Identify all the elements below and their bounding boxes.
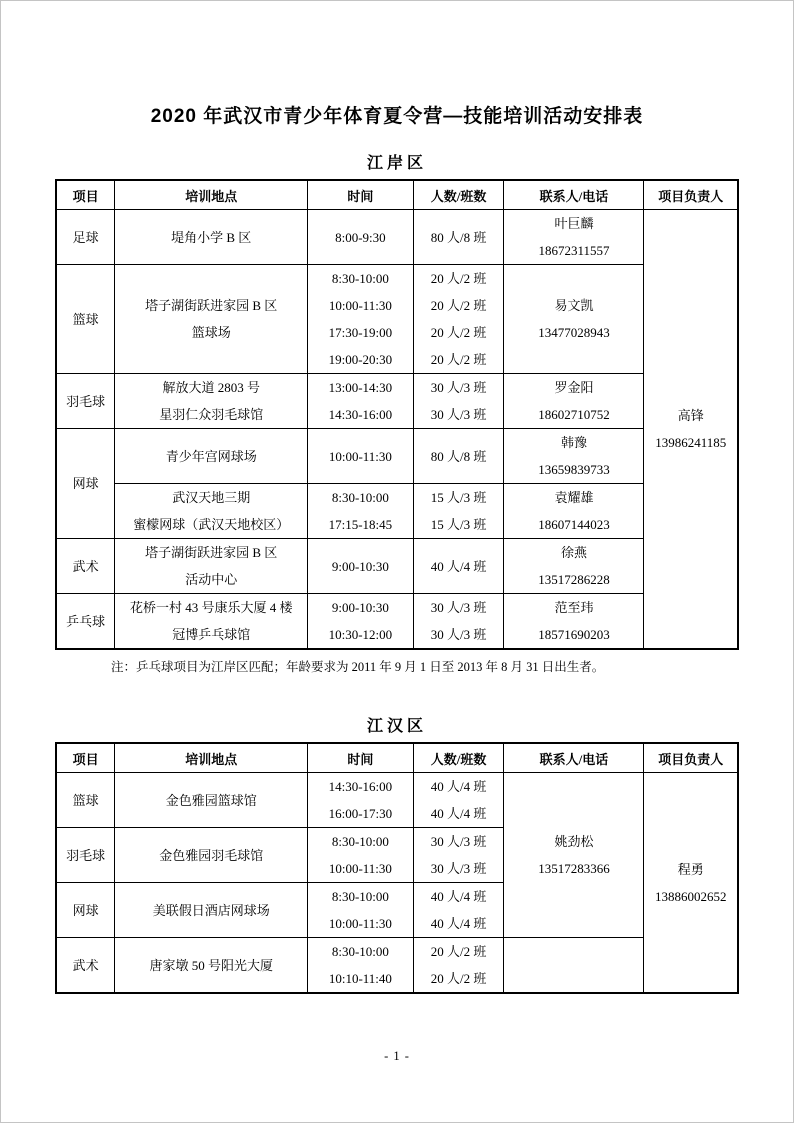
column-header: 培训地点 xyxy=(115,743,308,773)
table-row xyxy=(56,374,738,429)
sport-cell: 乒乓球 xyxy=(56,594,115,650)
page-title: 2020 年武汉市青少年体育夏令营—技能培训活动安排表 xyxy=(150,106,644,127)
capacity-cell: 15 人/3 班 15 人/3 班 xyxy=(413,484,504,539)
contact-cell: 姚劲松 13517283366 xyxy=(504,773,644,938)
section-heading-jianghan: 江汉区 xyxy=(366,718,427,735)
location-cell: 花桥一村 43 号康乐大厦 4 楼 冠博乒乓球馆 xyxy=(115,594,308,650)
section-jianghan xyxy=(1,713,793,994)
column-header: 联系人/电话 xyxy=(504,180,644,210)
contact-cell: 韩豫 13659839733 xyxy=(504,429,644,484)
table-row xyxy=(56,773,738,828)
contact-cell: 范至玮 18571690203 xyxy=(504,594,644,650)
time-cell: 8:30-10:00 10:00-11:30 xyxy=(308,883,414,938)
sport-cell: 羽毛球 xyxy=(56,828,115,883)
capacity-cell: 80 人/8 班 xyxy=(413,429,504,484)
section-jiangan xyxy=(1,150,793,675)
sport-cell: 网球 xyxy=(56,883,115,938)
column-header: 人数/班数 xyxy=(413,743,504,773)
location-cell: 解放大道 2803 号 星羽仁众羽毛球馆 xyxy=(115,374,308,429)
table-row xyxy=(56,594,738,650)
contact-cell: 袁耀雄 18607144023 xyxy=(504,484,644,539)
capacity-cell: 40 人/4 班 40 人/4 班 xyxy=(413,883,504,938)
table-row xyxy=(56,265,738,374)
header-row xyxy=(56,743,738,773)
leader-cell: 程勇 13886002652 xyxy=(644,773,738,994)
sport-cell: 羽毛球 xyxy=(56,374,115,429)
column-header: 项目负责人 xyxy=(644,180,738,210)
column-header: 时间 xyxy=(308,743,414,773)
table-row xyxy=(56,484,738,539)
sport-cell: 足球 xyxy=(56,210,115,265)
location-cell: 唐家墩 50 号阳光大厦 xyxy=(115,938,308,994)
location-cell: 美联假日酒店网球场 xyxy=(115,883,308,938)
contact-cell: 徐燕 13517286228 xyxy=(504,539,644,594)
capacity-cell: 40 人/4 班 40 人/4 班 xyxy=(413,773,504,828)
time-cell: 9:00-10:30 10:30-12:00 xyxy=(308,594,414,650)
column-header: 项目 xyxy=(56,743,115,773)
capacity-cell: 20 人/2 班 20 人/2 班 20 人/2 班 20 人/2 班 xyxy=(413,265,504,374)
sport-cell: 武术 xyxy=(56,539,115,594)
contact-cell: 易文凯 13477028943 xyxy=(504,265,644,374)
column-header: 时间 xyxy=(308,180,414,210)
contact-cell: 罗金阳 18602710752 xyxy=(504,374,644,429)
sport-cell: 网球 xyxy=(56,429,115,539)
table-row xyxy=(56,429,738,484)
contact-cell: 叶巨麟 18672311557 xyxy=(504,210,644,265)
time-cell: 8:30-10:00 17:15-18:45 xyxy=(308,484,414,539)
location-cell: 塔子湖街跃进家园 B 区 篮球场 xyxy=(115,265,308,374)
table-row xyxy=(56,539,738,594)
time-cell: 8:30-10:00 10:00-11:30 xyxy=(308,828,414,883)
section-heading-jiangan: 江岸区 xyxy=(366,155,427,172)
schedule-table-jianghan xyxy=(55,742,739,994)
capacity-cell: 20 人/2 班 20 人/2 班 xyxy=(413,938,504,994)
sport-cell: 篮球 xyxy=(56,265,115,374)
table-row xyxy=(56,938,738,994)
location-cell: 武汉天地三期 蜜檬网球（武汉天地校区） xyxy=(115,484,308,539)
sport-cell: 武术 xyxy=(56,938,115,994)
sport-cell: 篮球 xyxy=(56,773,115,828)
schedule-table-jiangan xyxy=(55,179,739,650)
page-number: - 1 - xyxy=(384,1049,410,1063)
header-row xyxy=(56,180,738,210)
time-cell: 14:30-16:00 16:00-17:30 xyxy=(308,773,414,828)
location-cell: 堤角小学 B 区 xyxy=(115,210,308,265)
capacity-cell: 30 人/3 班 30 人/3 班 xyxy=(413,374,504,429)
location-cell: 塔子湖街跃进家园 B 区 活动中心 xyxy=(115,539,308,594)
column-header: 项目 xyxy=(56,180,115,210)
column-header: 联系人/电话 xyxy=(504,743,644,773)
leader-cell: 高锋 13986241185 xyxy=(644,210,738,650)
table-note: 注：乒乓球项目为江岸区匹配；年龄要求为 2011 年 9 月 1 日至 2013 年 8 月 31 日出生者。 xyxy=(111,660,605,674)
time-cell: 8:00-9:30 xyxy=(308,210,414,265)
time-cell: 8:30-10:00 10:10-11:40 xyxy=(308,938,414,994)
location-cell: 金色雅园羽毛球馆 xyxy=(115,828,308,883)
time-cell: 9:00-10:30 xyxy=(308,539,414,594)
column-header: 项目负责人 xyxy=(644,743,738,773)
capacity-cell: 30 人/3 班 30 人/3 班 xyxy=(413,594,504,650)
capacity-cell: 30 人/3 班 30 人/3 班 xyxy=(413,828,504,883)
capacity-cell: 80 人/8 班 xyxy=(413,210,504,265)
table-row xyxy=(56,210,738,265)
time-cell: 13:00-14:30 14:30-16:00 xyxy=(308,374,414,429)
time-cell: 8:30-10:00 10:00-11:30 17:30-19:00 19:00-20:30 xyxy=(308,265,414,374)
capacity-cell: 40 人/4 班 xyxy=(413,539,504,594)
time-cell: 10:00-11:30 xyxy=(308,429,414,484)
location-cell: 青少年宫网球场 xyxy=(115,429,308,484)
column-header: 培训地点 xyxy=(115,180,308,210)
location-cell: 金色雅园篮球馆 xyxy=(115,773,308,828)
column-header: 人数/班数 xyxy=(413,180,504,210)
